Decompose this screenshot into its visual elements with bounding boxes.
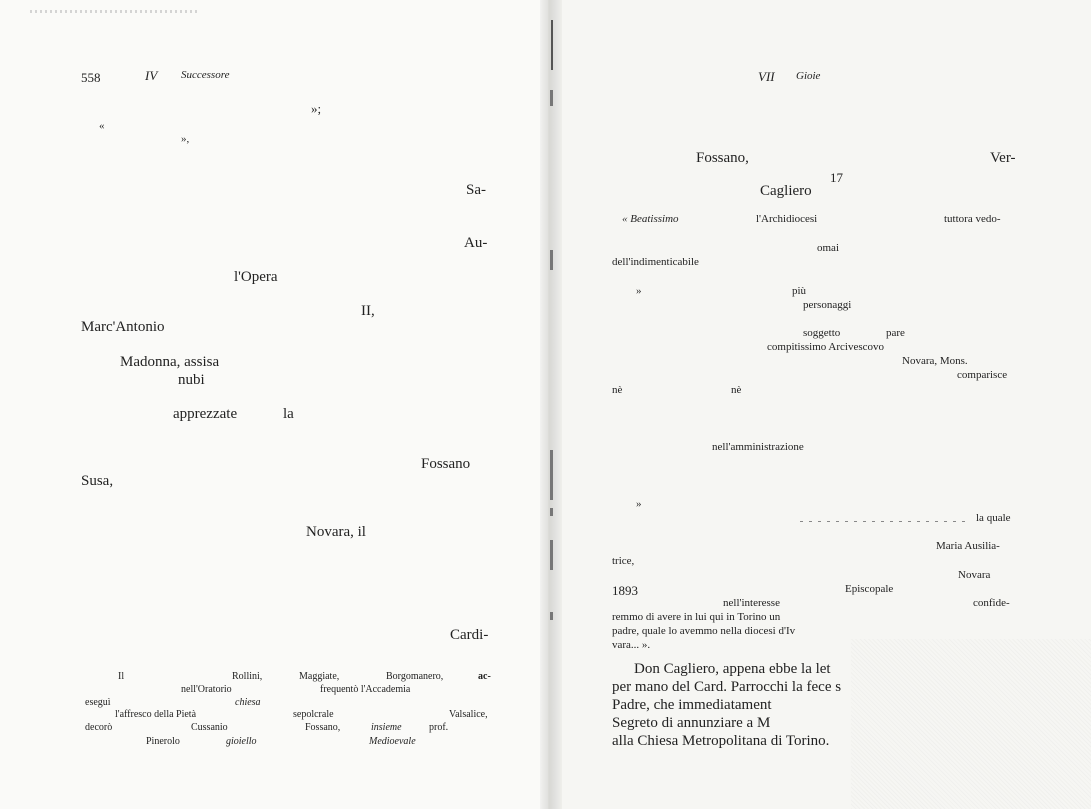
body-text: omai xyxy=(817,242,839,254)
body-text: » xyxy=(636,285,642,297)
body-text: « Beatissimo xyxy=(622,213,679,225)
body-text: II, xyxy=(361,303,375,319)
footnote-text: gioiello xyxy=(226,736,257,747)
gutter-mark xyxy=(550,612,553,620)
body-text: nè xyxy=(731,384,742,396)
right-page xyxy=(548,0,1091,809)
footnote-text: frequentò l'Accademia xyxy=(320,684,411,695)
body-text: trice, xyxy=(612,555,635,567)
body-text: Fossano xyxy=(421,456,471,472)
body-text: remmo di avere in lui qui in Torino un xyxy=(612,611,781,623)
footnote-text: Il xyxy=(118,671,125,682)
body-text: dell'indimenticabile xyxy=(612,256,699,268)
page-number: 558 xyxy=(81,70,101,85)
scan-smear xyxy=(30,10,200,13)
body-text: Marc'Antonio xyxy=(81,319,165,335)
body-text: tuttora vedo- xyxy=(944,213,1001,225)
body-text: personaggi xyxy=(803,299,852,311)
footnote-text: insieme xyxy=(371,722,402,733)
running-head-number: IV xyxy=(145,68,158,83)
body-text: nell'amministrazione xyxy=(712,441,804,453)
body-text: l'Opera xyxy=(234,269,278,285)
footnote-text: Valsalice, xyxy=(449,709,488,720)
footnote-text: Cussanio xyxy=(191,722,228,733)
body-text: vara... ». xyxy=(612,639,651,651)
body-text: Sa- xyxy=(466,182,486,198)
footnote-text: Borgomanero, xyxy=(386,671,444,682)
footnote-text: nell'Oratorio xyxy=(181,684,232,695)
gutter-mark xyxy=(550,508,553,516)
body-text: per mano del Card. Parrocchi la fece s xyxy=(612,679,842,695)
body-text: Novara, Mons. xyxy=(902,355,968,367)
running-head-number: VII xyxy=(758,69,775,84)
body-text: padre, quale lo avemmo nella diocesi d'Iv xyxy=(612,625,796,637)
body-text: Ver- xyxy=(990,150,1016,166)
body-text: l'Archidiocesi xyxy=(756,213,818,225)
footnote-text: Maggiate, xyxy=(299,671,340,682)
gutter-mark xyxy=(550,90,553,106)
body-text: » xyxy=(636,498,642,510)
body-text: Susa, xyxy=(81,473,114,489)
footnote-text: chiesa xyxy=(235,697,261,708)
body-text: Segreto di annunziare a M xyxy=(612,715,771,731)
body-text: nè xyxy=(612,384,623,396)
body-text: comparisce xyxy=(957,369,1008,381)
body-text: nell'interesse xyxy=(723,597,780,609)
body-text: Maria Ausilia- xyxy=(936,540,1000,552)
body-text: nubi xyxy=(178,372,205,388)
body-text: 17 xyxy=(830,170,843,185)
running-head-title: Successore xyxy=(181,69,230,81)
footnote-text: prof. xyxy=(429,722,449,733)
body-text: Padre, che immediatament xyxy=(612,697,772,713)
footnote-text: Medioevale xyxy=(369,736,416,747)
body-text: Cagliero xyxy=(760,183,812,199)
book-gutter xyxy=(540,0,562,809)
body-text: Fossano, xyxy=(696,150,749,166)
body-text: più xyxy=(792,285,807,297)
body-text: 1893 xyxy=(612,583,638,598)
body-text: pare xyxy=(886,327,905,339)
body-text: compitissimo Arcivescovo xyxy=(767,341,885,353)
gutter-mark xyxy=(550,540,553,570)
footnote-text: ac- xyxy=(478,671,491,682)
scan-grain xyxy=(851,639,1091,809)
footnote-text: sepolcrale xyxy=(293,709,334,720)
body-text: Cardi- xyxy=(450,627,489,643)
body-text: Au- xyxy=(464,235,488,251)
footnote-text: Fossano, xyxy=(305,722,341,733)
gutter-mark xyxy=(551,20,553,70)
body-text: la quale xyxy=(976,512,1011,524)
body-text: confide- xyxy=(973,597,1010,609)
body-text: la xyxy=(283,406,294,422)
body-text: « xyxy=(99,120,105,132)
body-text: Madonna, assisa xyxy=(120,354,220,370)
body-text: », xyxy=(181,133,190,145)
footnote-text: Rollini, xyxy=(232,671,263,682)
body-text: soggetto xyxy=(803,327,841,339)
gutter-mark xyxy=(550,450,553,500)
footnote-text: decorò xyxy=(85,722,113,733)
gutter-mark xyxy=(550,250,553,270)
body-text: Don Cagliero, appena ebbe la let xyxy=(634,661,831,677)
body-text: alla Chiesa Metropolitana di Torino. xyxy=(612,733,830,749)
running-head-title: Gioie xyxy=(796,70,821,82)
footnote-text: eseguì xyxy=(85,697,111,708)
body-text: Episcopale xyxy=(845,583,894,595)
footnote-text: Pinerolo xyxy=(146,736,180,747)
scan-artifact xyxy=(800,521,970,522)
body-text: Novara, il xyxy=(306,524,366,540)
body-text: »; xyxy=(311,101,322,116)
footnote-text: l'affresco della Pietà xyxy=(115,709,197,720)
body-text: apprezzate xyxy=(173,406,238,422)
body-text: Novara xyxy=(958,569,991,581)
